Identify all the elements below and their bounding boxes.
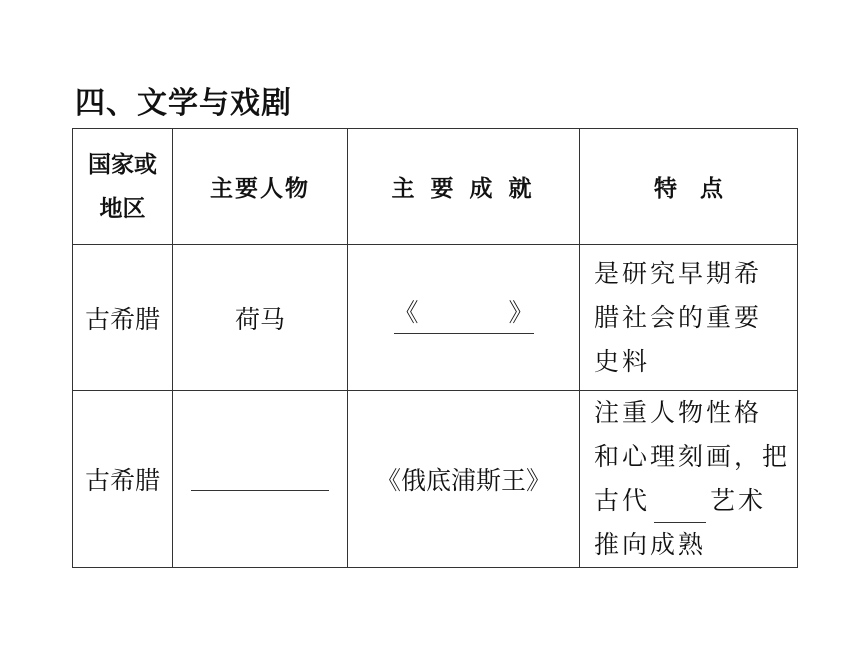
header-work (348, 129, 580, 245)
row2-country: 古希腊 (73, 391, 173, 568)
row2-feature-line-4: 推向成熟 (594, 530, 707, 559)
feature-text-after-blank: 艺术 (710, 486, 767, 515)
row2-person (173, 391, 348, 568)
person-fill-blank[interactable] (191, 462, 329, 491)
row1-country: 古希腊 (73, 245, 173, 391)
header-country-line-1: 国家或 (88, 151, 157, 178)
header-feature-label: 特 点 (654, 176, 723, 202)
row2-feature-line-2: 和心理刻画，把 (594, 442, 791, 471)
row1-feature (580, 245, 798, 391)
header-feature (580, 129, 798, 245)
header-work-label: 主 要 成 就 (391, 176, 536, 202)
section-title: 四、文学与戏剧 (75, 86, 292, 121)
table-header-row (73, 129, 798, 245)
header-country-line-2: 地区 (99, 195, 146, 222)
table-row (73, 245, 798, 391)
work-close-bracket: 》 (508, 297, 534, 327)
row2-work: 《俄底浦斯王》 (348, 391, 580, 568)
row1-work (348, 245, 580, 391)
row1-feature-line-2: 腊社会的重要 (594, 302, 763, 332)
row2-feature-line-3 (594, 479, 797, 523)
feature-fill-blank[interactable] (654, 492, 706, 523)
row1-feature-line-3: 史料 (594, 346, 651, 376)
table-row (73, 391, 798, 568)
work-open-bracket: 《 (393, 297, 419, 327)
header-person (173, 129, 348, 245)
row2-feature-line-1: 注重人物性格 (594, 398, 763, 427)
header-country (73, 129, 173, 245)
literature-drama-table (72, 128, 798, 568)
row1-person: 荷马 (173, 245, 348, 391)
row2-feature (580, 391, 798, 568)
row1-feature-line-1: 是研究早期希 (594, 258, 763, 288)
work-fill-blank[interactable] (393, 297, 534, 334)
header-person-label: 主要人物 (210, 176, 310, 202)
feature-text-before-blank: 古代 (594, 486, 651, 515)
